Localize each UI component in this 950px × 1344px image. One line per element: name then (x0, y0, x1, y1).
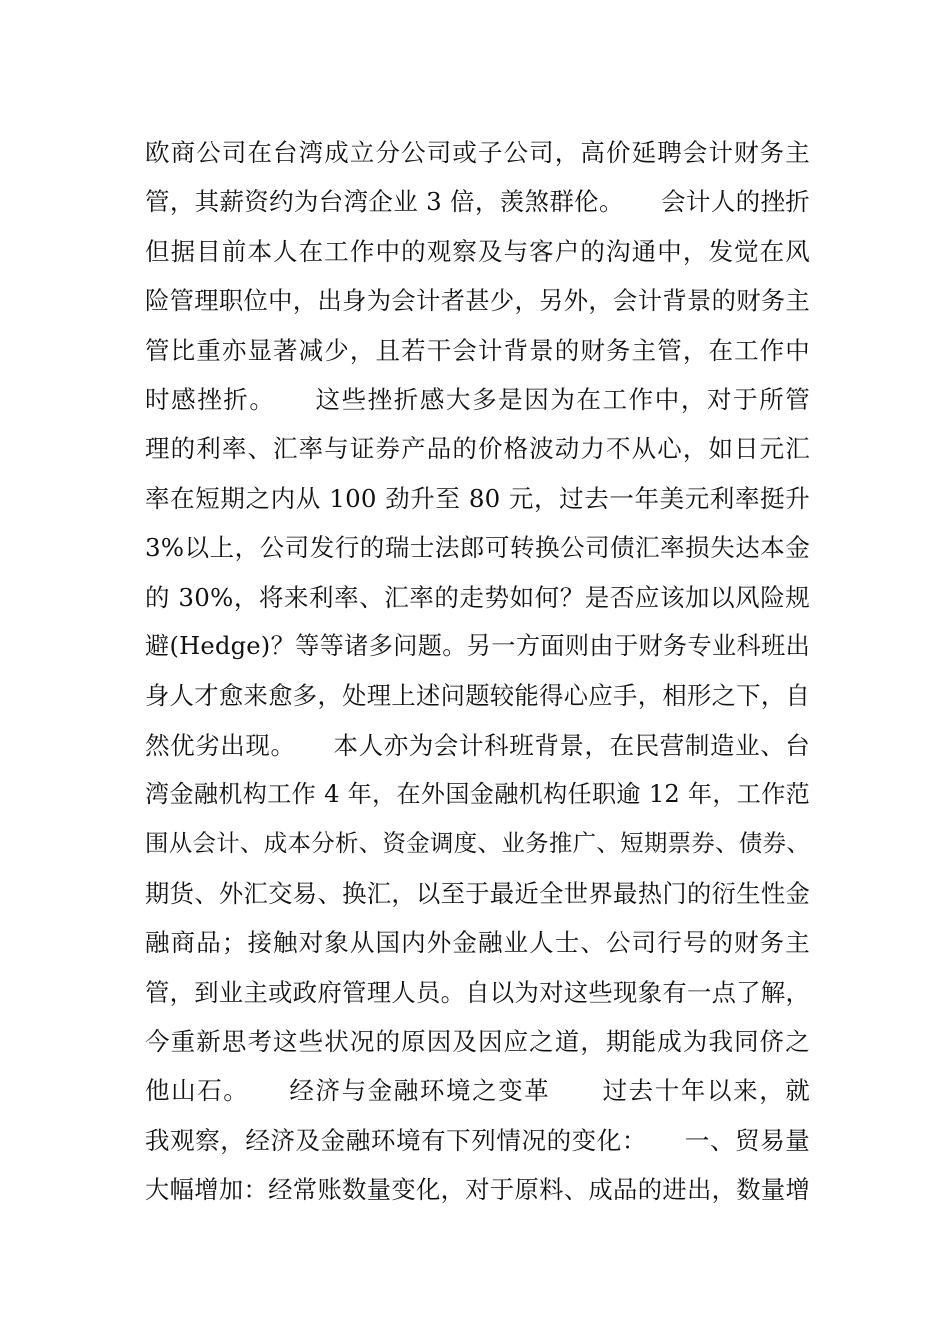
text-line: 3%以上，公司发行的瑞士法郎可转换公司债汇率损失达本金 (145, 533, 810, 563)
text-line: 管，到业主或政府管理人员。自以为对这些现象有一点了解， (145, 977, 810, 1007)
text-line: 然优劣出现。 本人亦为会计科班背景，在民营制造业、台 (145, 730, 810, 760)
text-line: 的 30%，将来利率、汇率的走势如何？是否应该加以风险规 (145, 582, 810, 612)
text-line: 险管理职位中，出身为会计者甚少，另外，会计背景的财务主 (145, 286, 810, 316)
text-line: 融商品；接触对象从国内外金融业人士、公司行号的财务主 (145, 928, 810, 958)
text-line: 围从会计、成本分析、资金调度、业务推广、短期票券、债券、 (145, 829, 810, 858)
text-line: 大幅增加：经常账数量变化，对于原料、成品的进出，数量增 (145, 1175, 810, 1205)
text-line: 湾金融机构工作 4 年，在外国金融机构任职逾 12 年，工作范 (145, 780, 810, 809)
text-line: 避(Hedge)？等等诸多问题。另一方面则由于财务专业科班出 (145, 631, 810, 660)
text-line: 率在短期之内从 100 劲升至 80 元，过去一年美元利率挺升 (145, 483, 810, 513)
body-text (145, 128, 810, 1215)
text-line: 他山石。 经济与金融环境之变革 过去十年以来，就 (145, 1076, 810, 1106)
text-line: 欧商公司在台湾成立分公司或子公司，高价延聘会计财务主 (145, 138, 810, 167)
text-line: 身人才愈来愈多，处理上述问题较能得心应手，相形之下，自 (145, 681, 810, 711)
text-line: 理的利率、汇率与证券产品的价格波动力不从心，如日元汇 (145, 434, 810, 464)
text-line: 管比重亦显著减少，且若干会计背景的财务主管，在工作中 (145, 335, 810, 365)
text-line: 但据目前本人在工作中的观察及与客户的沟通中，发觉在风 (145, 236, 810, 266)
text-line: 时感挫折。 这些挫折感大多是因为在工作中，对于所管 (145, 384, 810, 414)
text-line: 期货、外汇交易、换汇，以至于最近全世界最热门的衍生性金 (145, 878, 810, 908)
text-line: 我观察，经济及金融环境有下列情况的变化： 一、贸易量 (145, 1125, 810, 1155)
text-line: 管，其薪资约为台湾企业 3 倍，羡煞群伦。 会计人的挫折 (145, 187, 810, 217)
text-line: 今重新思考这些状况的原因及因应之道，期能成为我同侪之 (145, 1027, 810, 1057)
